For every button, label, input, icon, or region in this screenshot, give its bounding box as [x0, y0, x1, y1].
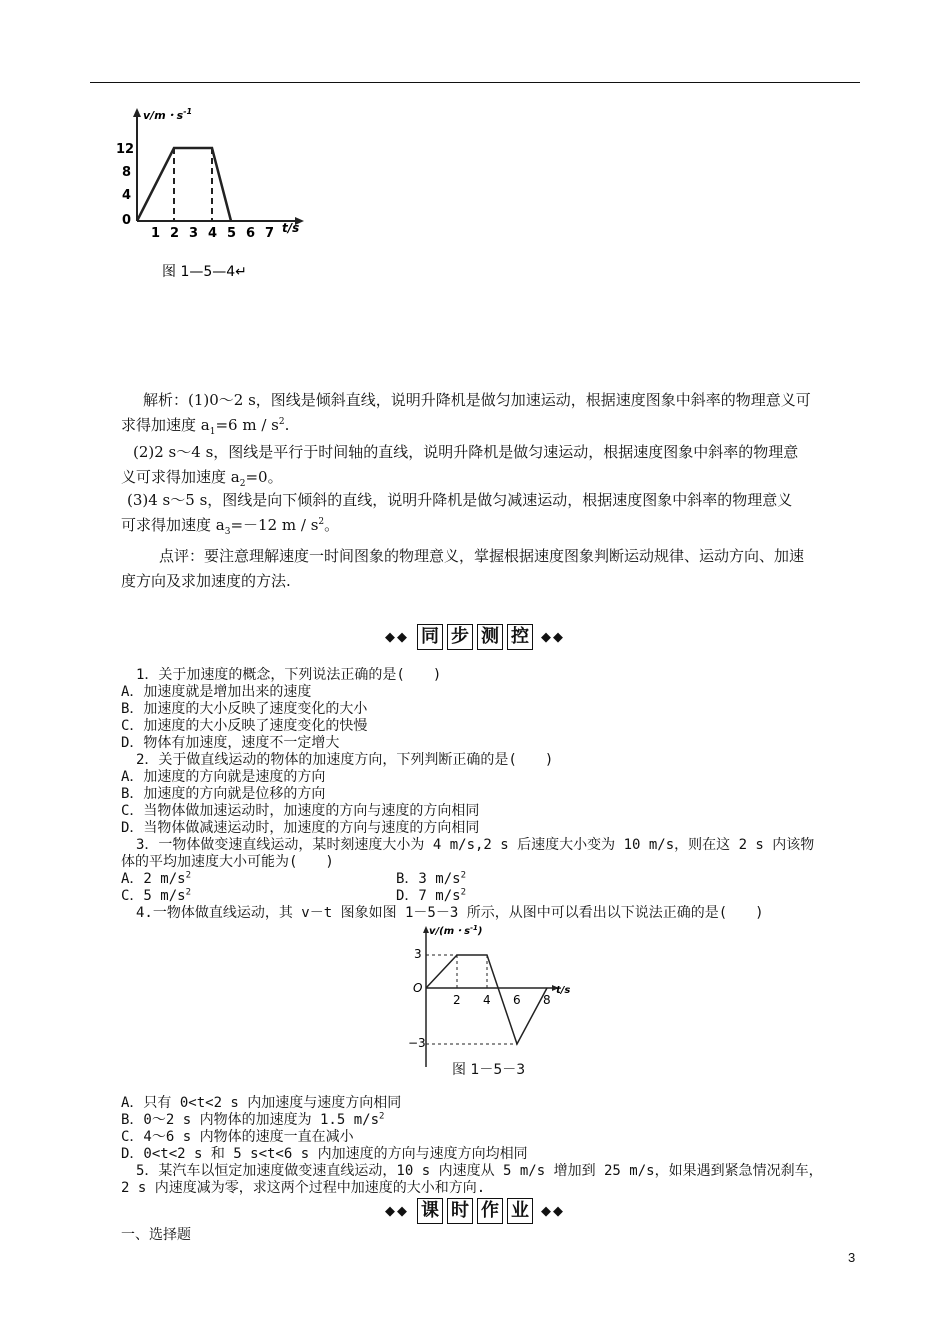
analysis-line-1: 解析：(1)0～2 s，图线是倾斜直线，说明升降机是做匀加速运动，根据速度图象中斜率的物理意义可 [143, 391, 811, 409]
question-3-line-2: 体的平均加速度大小可能为( ) [121, 854, 334, 870]
question-1: 1．关于加速度的概念，下列说法正确的是( ) [136, 667, 442, 683]
question-2: 2．关于做直线运动的物体的加速度方向，下列判断正确的是( ) [136, 752, 554, 768]
header-rule [90, 82, 860, 83]
section-char: 控 [507, 624, 533, 650]
diamond-ornament-left: ◆◆ [385, 1203, 409, 1219]
x-tick-2: 2 [170, 226, 180, 241]
y-axis-label: v/m・$s^{-1}$ [143, 107, 193, 122]
question-4-option-d: D．0<t<2 s 和 5 s<t<6 s 内加速度的方向与速度方向均相同 [121, 1146, 528, 1162]
figure-1-5-3-graph [380, 922, 580, 1082]
question-1-option-b: B．加速度的大小反映了速度变化的大小 [121, 701, 368, 717]
y-tick-3: 3 [414, 947, 422, 961]
x-axis-label: t/s [556, 985, 571, 996]
section-char: 时 [447, 1198, 473, 1224]
x-tick-6: 6 [246, 226, 256, 241]
section-title [417, 1198, 533, 1224]
section-char: 业 [507, 1198, 533, 1224]
figure-1-caption: 图 1—5—4↵ [162, 264, 247, 280]
x-tick-2: 2 [453, 993, 461, 1007]
x-tick-4: 4 [208, 226, 218, 241]
section-char: 同 [417, 624, 443, 650]
x-tick-6: 6 [513, 993, 521, 1007]
section-char: 测 [477, 624, 503, 650]
x-tick-8: 8 [543, 993, 551, 1007]
question-3-option-b: B．3 $m/s^2$ [396, 870, 466, 887]
y-axis-arrow [133, 108, 141, 117]
question-1-option-a: A．加速度就是增加出来的速度 [121, 684, 312, 700]
comment-line-1: 点评：要注意理解速度一时间图象的物理意义，掌握根据速度图象判断运动规律、运动方向、加速 [159, 547, 805, 565]
velocity-line [137, 148, 231, 221]
question-3: 3．一物体做变速直线运动，某时刻速度大小为 4 m/s,2 s 后速度大小变为 10 m/s，则在这 2 s 内该物 [136, 837, 815, 853]
question-2-option-b: B．加速度的方向就是位移的方向 [121, 786, 326, 802]
comment-line-2: 度方向及求加速度的方法. [121, 572, 291, 590]
y-tick-12: 12 [116, 142, 135, 157]
section-header-keshi [0, 1196, 950, 1226]
diamond-ornament-right: ◆◆ [541, 1203, 565, 1219]
diamond-ornament-left: ◆◆ [385, 629, 409, 645]
section-char: 作 [477, 1198, 503, 1224]
x-tick-1: 1 [151, 226, 161, 241]
question-4: 4.一物体做直线运动，其 v－t 图象如图 1－5－3 所示，从图中可以看出以下说法正确的是( ) [136, 905, 764, 921]
figure-2-caption: 图 1－5－3 [452, 1062, 526, 1078]
question-3-option-c: C．5 $m/s^2$ [121, 887, 191, 904]
section-header-tongbu [0, 622, 950, 652]
analysis-line-6: 可求得加速度 $a_3=-12$ m / $s^2$。 [121, 516, 340, 537]
x-axis-label: t/s [282, 221, 300, 235]
question-1-option-c: C．加速度的大小反映了速度变化的快慢 [121, 718, 368, 734]
analysis-line-2: 求得加速度 $a_1=6$ m / $s^2$. [121, 416, 290, 437]
page-number: 3 [848, 1250, 856, 1265]
question-4-option-b: B．0～2 s 内物体的加速度为 1.5 $m/s^2$ [121, 1111, 385, 1128]
question-5: 5．某汽车以恒定加速度做变速直线运动，10 s 内速度从 5 m/s 增加到 25 m/s，如果遇到紧急情况刹车， [136, 1163, 823, 1179]
section-char: 步 [447, 624, 473, 650]
y-tick-neg3: −3 [408, 1036, 426, 1050]
x-tick-7: 7 [265, 226, 275, 241]
question-3-option-d: D．7 $m/s^2$ [396, 887, 466, 904]
y-tick-4: 4 [122, 188, 132, 203]
question-5-line-2: 2 s 内速度减为零，求这两个过程中加速度的大小和方向. [121, 1180, 486, 1196]
analysis-line-3: (2)2 s～4 s，图线是平行于时间轴的直线，说明升降机是做匀速运动，根据速度图象中斜率的物理意 [133, 443, 799, 461]
subsection-title: 一、选择题 [121, 1227, 191, 1243]
question-2-option-d: D．当物体做减速运动时，加速度的方向与速度的方向相同 [121, 820, 480, 836]
question-2-option-c: C．当物体做加速运动时，加速度的方向与速度的方向相同 [121, 803, 480, 819]
figure-1-5-4-graph [110, 100, 320, 295]
x-tick-4: 4 [483, 993, 491, 1007]
question-2-option-a: A．加速度的方向就是速度的方向 [121, 769, 326, 785]
x-tick-5: 5 [227, 226, 237, 241]
diamond-ornament-right: ◆◆ [541, 629, 565, 645]
question-4-option-a: A．只有 0<t<2 s 内加速度与速度方向相同 [121, 1095, 402, 1111]
analysis-line-5: (3)4 s～5 s，图线是向下倾斜的直线，说明升降机是做匀减速运动，根据速度图象中斜率的物理意义 [127, 491, 793, 509]
section-char: 课 [417, 1198, 443, 1224]
origin-label: O [413, 981, 423, 995]
x-tick-3: 3 [189, 226, 199, 241]
y-tick-0: 0 [122, 213, 132, 228]
section-title [417, 624, 533, 650]
question-4-option-c: C．4～6 s 内物体的速度一直在减小 [121, 1129, 354, 1145]
y-tick-8: 8 [122, 165, 132, 180]
y-axis-label: v/(m・$s^{-1}$) [429, 924, 483, 937]
analysis-line-4: 义可求得加速度 $a_2=0$。 [121, 468, 283, 489]
question-3-option-a: A．2 $m/s^2$ [121, 870, 191, 887]
question-1-option-d: D．物体有加速度，速度不一定增大 [121, 735, 340, 751]
